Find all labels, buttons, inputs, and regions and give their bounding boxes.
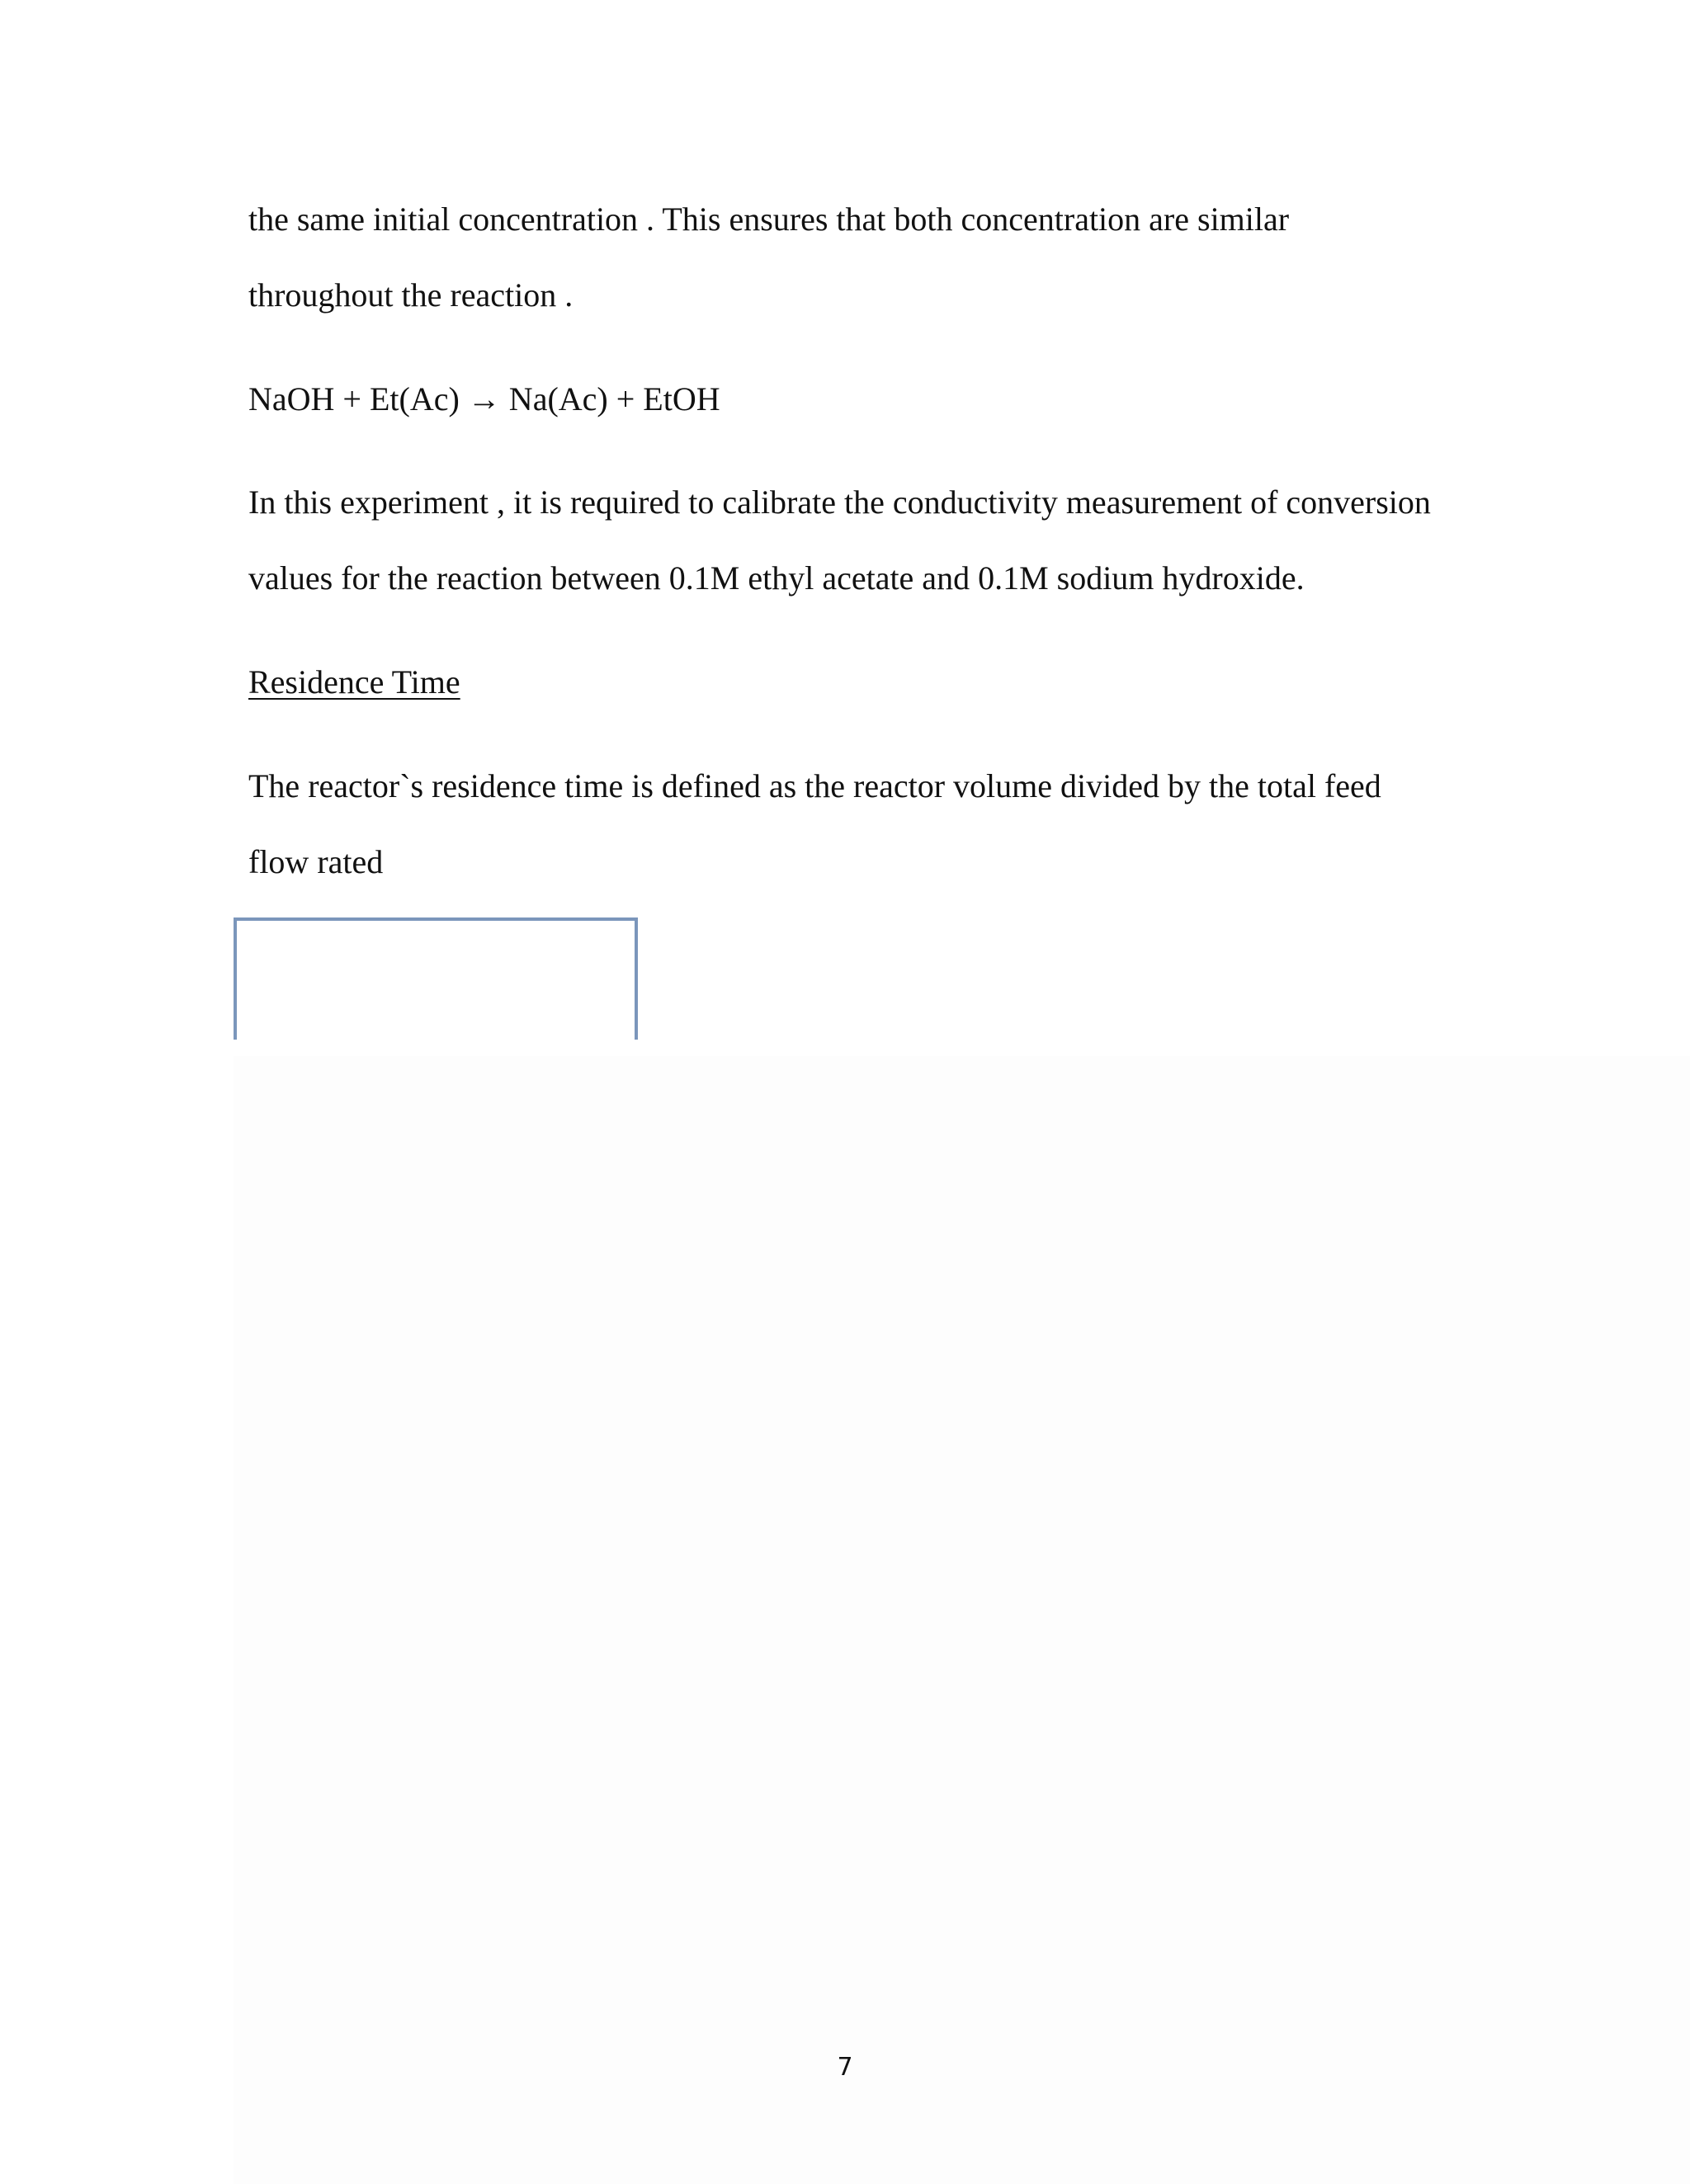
paragraph-1-line-1: the same initial concentration . This ensures that both concentration are similar (248, 200, 1290, 238)
paragraph-2-line-2: values for the reaction between 0.1M ethyl acetate and 0.1M sodium hydroxide. (248, 559, 1305, 597)
page-number: 7 (837, 2053, 853, 2082)
paragraph-2-line-1: In this experiment , it is required to calibrate the conductivity measurement of conversion (248, 483, 1431, 521)
paragraph-3-line-1: The reactor`s residence time is defined as the reactor volume divided by the total feed (248, 767, 1381, 804)
paragraph-3-line-2: flow rated (248, 843, 384, 880)
equation-box-frame (234, 917, 638, 1040)
chemical-equation: NaOH + Et(Ac) → Na(Ac) + EtOH (248, 380, 720, 417)
paragraph-1-line-2: throughout the reaction . (248, 276, 574, 314)
section-heading-residence-time: Residence Time (248, 663, 460, 700)
lower-panel (234, 1056, 1690, 2184)
